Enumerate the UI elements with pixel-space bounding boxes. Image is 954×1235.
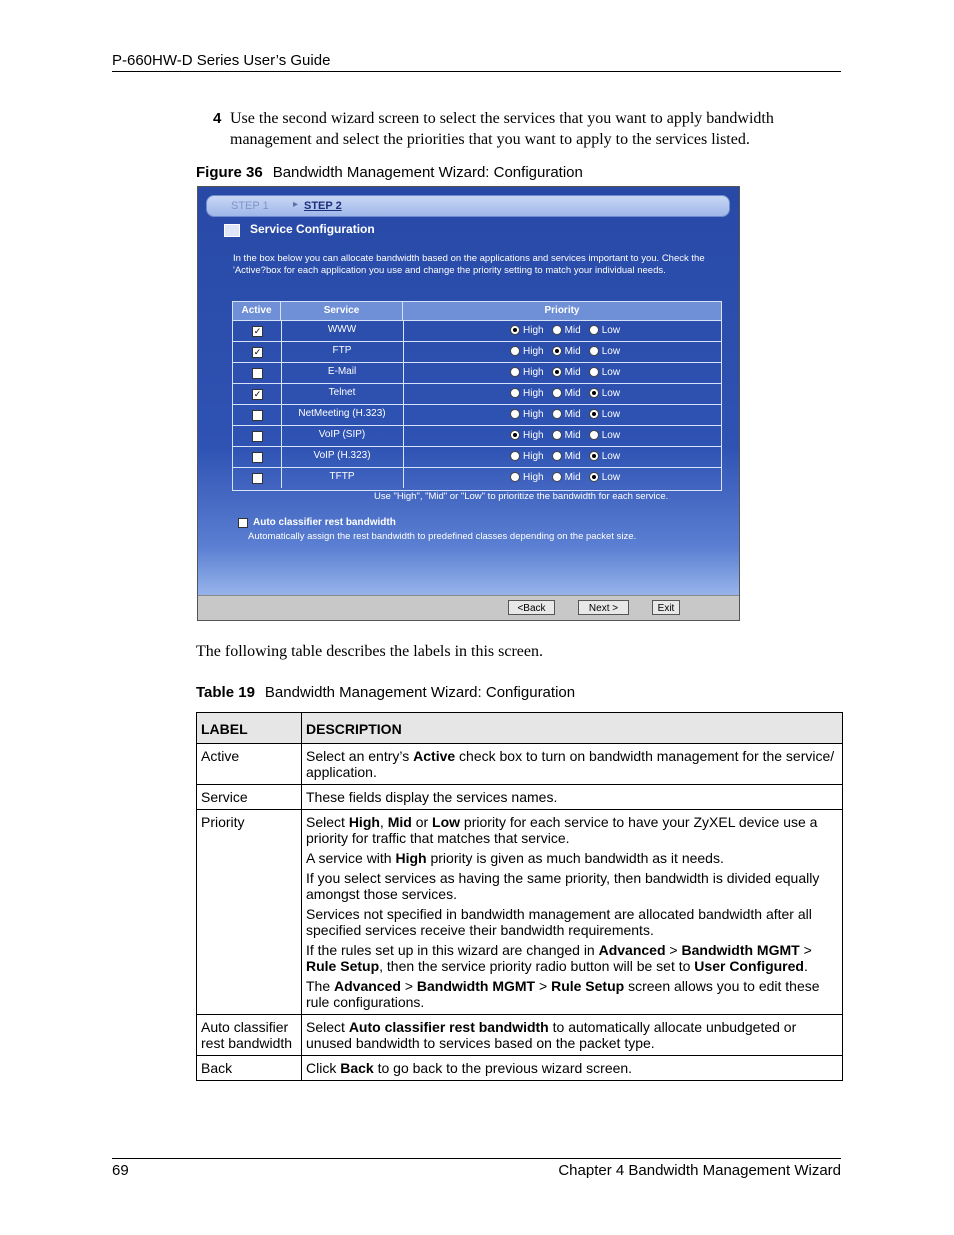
column-divider	[403, 384, 404, 404]
priority-label: Low	[601, 346, 621, 357]
description-paragraph	[306, 814, 838, 846]
description-paragraph	[306, 942, 838, 974]
bold-term: Bandwidth MGMT	[681, 942, 800, 958]
bold-term: User Configured	[694, 958, 804, 974]
priority-radio-mid[interactable]	[552, 325, 562, 335]
table-caption	[196, 684, 575, 701]
label-column-header: LABEL	[197, 713, 302, 744]
table-row	[197, 1015, 843, 1056]
active-checkbox[interactable]	[252, 368, 263, 379]
priority-label: Low	[601, 325, 621, 336]
active-checkbox[interactable]	[252, 473, 263, 484]
service-name: NetMeeting (H.323)	[298, 408, 386, 419]
active-checkbox[interactable]	[252, 410, 263, 421]
priority-label: Low	[601, 430, 621, 441]
priority-radio-low[interactable]	[589, 367, 599, 377]
priority-label: Low	[601, 388, 621, 399]
description-text: priority for each service to have your ZyXEL device use a priority for traffic that matches that service.	[306, 814, 818, 846]
priority-radio-low[interactable]	[589, 409, 599, 419]
priority-radio-group	[510, 430, 628, 441]
priority-radio-group	[510, 451, 628, 462]
service-table	[232, 301, 722, 491]
description-text: Select an entry’s	[306, 748, 414, 764]
step-number: 4	[213, 110, 222, 127]
step-paragraph	[213, 108, 833, 150]
description-text: or	[411, 814, 433, 830]
col-active-header: Active	[233, 302, 281, 320]
col-service-header: Service	[281, 302, 403, 320]
bold-term: Low	[432, 814, 461, 830]
priority-label: Mid	[564, 409, 581, 420]
description-text: ,	[379, 814, 388, 830]
priority-radio-group	[510, 367, 628, 378]
bold-term: Bandwidth MGMT	[416, 978, 536, 994]
figure-label: Figure 36	[196, 164, 263, 181]
active-checkbox[interactable]: ✓	[253, 326, 262, 336]
exit-button[interactable]: Exit	[652, 600, 680, 615]
service-name: E-Mail	[327, 366, 357, 377]
description-text: >	[799, 942, 812, 958]
bold-term: Advanced	[334, 978, 401, 994]
folder-icon	[224, 224, 240, 237]
bold-term: Back	[340, 1060, 374, 1076]
priority-label: High	[523, 367, 544, 378]
priority-radio-high[interactable]	[510, 325, 520, 335]
service-name: Telnet	[328, 387, 356, 398]
auto-classifier-label: Auto classifier rest bandwidth	[253, 517, 396, 528]
description-column-header: DESCRIPTION	[302, 713, 843, 744]
service-row	[233, 341, 721, 362]
description-text: >	[535, 978, 552, 994]
priority-label: Mid	[564, 367, 581, 378]
description-text: The	[306, 978, 335, 994]
description-text: Click	[306, 1060, 341, 1076]
priority-label: High	[523, 346, 544, 357]
priority-radio-high[interactable]	[510, 430, 520, 440]
priority-radio-mid[interactable]	[552, 346, 562, 356]
step-1-tab[interactable]: STEP 1	[231, 200, 269, 212]
priority-label: High	[523, 388, 544, 399]
description-cell	[302, 785, 843, 810]
label-cell: Service	[197, 785, 302, 810]
priority-radio-group	[510, 472, 628, 483]
service-row	[233, 425, 721, 446]
wizard-button-bar	[198, 595, 739, 621]
priority-label: Mid	[564, 472, 581, 483]
priority-radio-mid[interactable]	[552, 430, 562, 440]
description-text: Select	[306, 1019, 349, 1035]
header-rule	[112, 71, 841, 72]
priority-radio-high[interactable]	[510, 388, 520, 398]
active-checkbox[interactable]	[252, 431, 263, 442]
description-text: >	[400, 978, 417, 994]
description-text: priority is given as much bandwidth as it needs.	[426, 850, 724, 866]
priority-radio-low[interactable]	[589, 451, 599, 461]
bold-term: Rule Setup	[551, 978, 625, 994]
service-name: WWW	[327, 324, 357, 335]
table-row	[197, 1056, 843, 1081]
figure-caption	[196, 164, 583, 181]
wizard-intro: In the box below you can allocate bandwidth based on the applications and services important to you. Check the 'Active?box for each application you use and change the priority setting to match your individual needs.	[233, 253, 705, 276]
description-text: , then the service priority radio button will be set to	[379, 958, 695, 974]
service-name: VoIP (SIP)	[318, 429, 366, 440]
priority-radio-group	[510, 388, 628, 399]
figure-title: Bandwidth Management Wizard: Configuration	[272, 164, 583, 181]
column-divider	[403, 321, 404, 341]
priority-label: Mid	[564, 346, 581, 357]
chapter-title: Chapter 4 Bandwidth Management Wizard	[558, 1162, 841, 1179]
auto-classifier-description: Automatically assign the rest bandwidth to predefined classes depending on the packet size.	[248, 531, 637, 542]
column-divider	[403, 363, 404, 383]
auto-classifier-checkbox[interactable]	[238, 518, 248, 528]
priority-radio-high[interactable]	[510, 472, 520, 482]
service-row	[233, 383, 721, 404]
service-row	[233, 467, 721, 488]
description-cell	[302, 810, 843, 1015]
table-label: Table 19	[196, 684, 255, 701]
priority-label: Low	[601, 409, 621, 420]
table-row	[197, 810, 843, 1015]
priority-radio-group	[510, 409, 628, 420]
service-name: FTP	[332, 345, 352, 356]
bold-term: High	[395, 850, 427, 866]
priority-label: High	[523, 472, 544, 483]
back-button[interactable]: <Back	[508, 600, 555, 615]
priority-radio-high[interactable]	[510, 367, 520, 377]
priority-label: High	[523, 451, 544, 462]
table-title: Bandwidth Management Wizard: Configuration	[264, 684, 576, 701]
description-text: to automatically allocate unbudgeted or unused bandwidth to services based on the packet type.	[306, 1019, 797, 1051]
priority-label: Low	[601, 367, 621, 378]
description-text: to go back to the previous wizard screen.	[373, 1060, 633, 1076]
description-cell	[302, 1056, 843, 1081]
priority-radio-low[interactable]	[589, 472, 599, 482]
table-row	[197, 785, 843, 810]
service-row	[233, 404, 721, 425]
bold-term: Rule Setup	[306, 958, 380, 974]
label-cell: Active	[197, 744, 302, 785]
description-text: These fields display the services names.	[306, 789, 558, 805]
col-priority-header: Priority	[403, 302, 721, 320]
description-text: If the rules set up in this wizard are changed in	[306, 942, 599, 958]
description-cell	[302, 744, 843, 785]
priority-radio-mid[interactable]	[552, 388, 562, 398]
active-checkbox[interactable]: ✓	[253, 347, 262, 357]
description-text: If you select services as having the same priority, then bandwidth is divided equally amongst those services.	[306, 870, 820, 902]
priority-radio-high[interactable]	[510, 451, 520, 461]
column-divider	[403, 426, 404, 446]
priority-radio-high[interactable]	[510, 409, 520, 419]
wizard-step-bar	[206, 195, 730, 217]
service-configuration-title: Service Configuration	[250, 222, 375, 236]
priority-hint: Use "High", "Mid" or "Low" to prioritize the bandwidth for each service.	[374, 491, 669, 502]
service-name: TFTP	[329, 471, 355, 482]
priority-label: High	[523, 325, 544, 336]
priority-label: Mid	[564, 451, 581, 462]
description-paragraph	[306, 850, 838, 866]
bold-term: High	[348, 814, 380, 830]
priority-label: Mid	[564, 430, 581, 441]
active-checkbox[interactable]	[252, 452, 263, 463]
priority-radio-mid[interactable]	[552, 472, 562, 482]
description-paragraph	[306, 978, 838, 1010]
step-text: Use the second wizard screen to select the services that you want to apply bandwidth management and select the priorities that you want to apply to the services listed.	[230, 110, 774, 148]
bold-term: Mid	[387, 814, 412, 830]
description-text: A service with	[306, 850, 396, 866]
column-divider	[403, 468, 404, 488]
priority-label: Low	[601, 451, 621, 462]
page-number: 69	[112, 1162, 129, 1179]
table-row	[197, 744, 843, 785]
service-row	[233, 446, 721, 467]
priority-radio-mid[interactable]	[552, 367, 562, 377]
description-text: screen allows you to edit these rule configurations.	[306, 978, 820, 1010]
column-divider	[403, 342, 404, 362]
description-text: Services not specified in bandwidth management are allocated bandwidth after all specified services receive their bandwidth requirements.	[306, 906, 812, 938]
footer-rule	[112, 1158, 841, 1159]
priority-label: Low	[601, 472, 621, 483]
description-text: .	[803, 958, 808, 974]
priority-label: Mid	[564, 388, 581, 399]
priority-radio-low[interactable]	[589, 388, 599, 398]
label-cell: Auto classifier rest bandwidth	[197, 1015, 302, 1056]
priority-radio-mid[interactable]	[552, 409, 562, 419]
description-text: >	[665, 942, 682, 958]
priority-radio-low[interactable]	[589, 325, 599, 335]
description-paragraph	[306, 870, 838, 902]
running-header: P-660HW-D Series User’s Guide	[112, 52, 331, 69]
following-text: The following table describes the labels in this screen.	[196, 643, 544, 660]
priority-radio-mid[interactable]	[552, 451, 562, 461]
priority-radio-high[interactable]	[510, 346, 520, 356]
priority-label: High	[523, 409, 544, 420]
description-text: check box to turn on bandwidth management for the service/ application.	[306, 748, 835, 780]
bold-term: Active	[413, 748, 456, 764]
service-row	[233, 362, 721, 383]
priority-label: Mid	[564, 325, 581, 336]
priority-radio-low[interactable]	[589, 346, 599, 356]
step-2-tab[interactable]: STEP 2	[304, 200, 342, 212]
column-divider	[403, 447, 404, 467]
bold-term: Advanced	[598, 942, 666, 958]
priority-radio-group	[510, 346, 628, 357]
step-arrow-icon: ▸	[293, 199, 299, 210]
active-checkbox[interactable]: ✓	[253, 389, 262, 399]
description-cell	[302, 1015, 843, 1056]
priority-radio-group	[510, 325, 628, 336]
description-paragraph	[306, 906, 838, 938]
service-name: VoIP (H.323)	[313, 450, 371, 461]
description-text: Select	[306, 814, 349, 830]
label-description-table	[196, 712, 843, 1081]
wizard-screenshot	[197, 186, 740, 621]
priority-label: High	[523, 430, 544, 441]
priority-radio-low[interactable]	[589, 430, 599, 440]
next-button[interactable]: Next >	[578, 600, 629, 615]
label-cell: Back	[197, 1056, 302, 1081]
column-divider	[403, 405, 404, 425]
label-cell: Priority	[197, 810, 302, 1015]
service-row	[233, 320, 721, 341]
bold-term: Auto classifier rest bandwidth	[348, 1019, 549, 1035]
